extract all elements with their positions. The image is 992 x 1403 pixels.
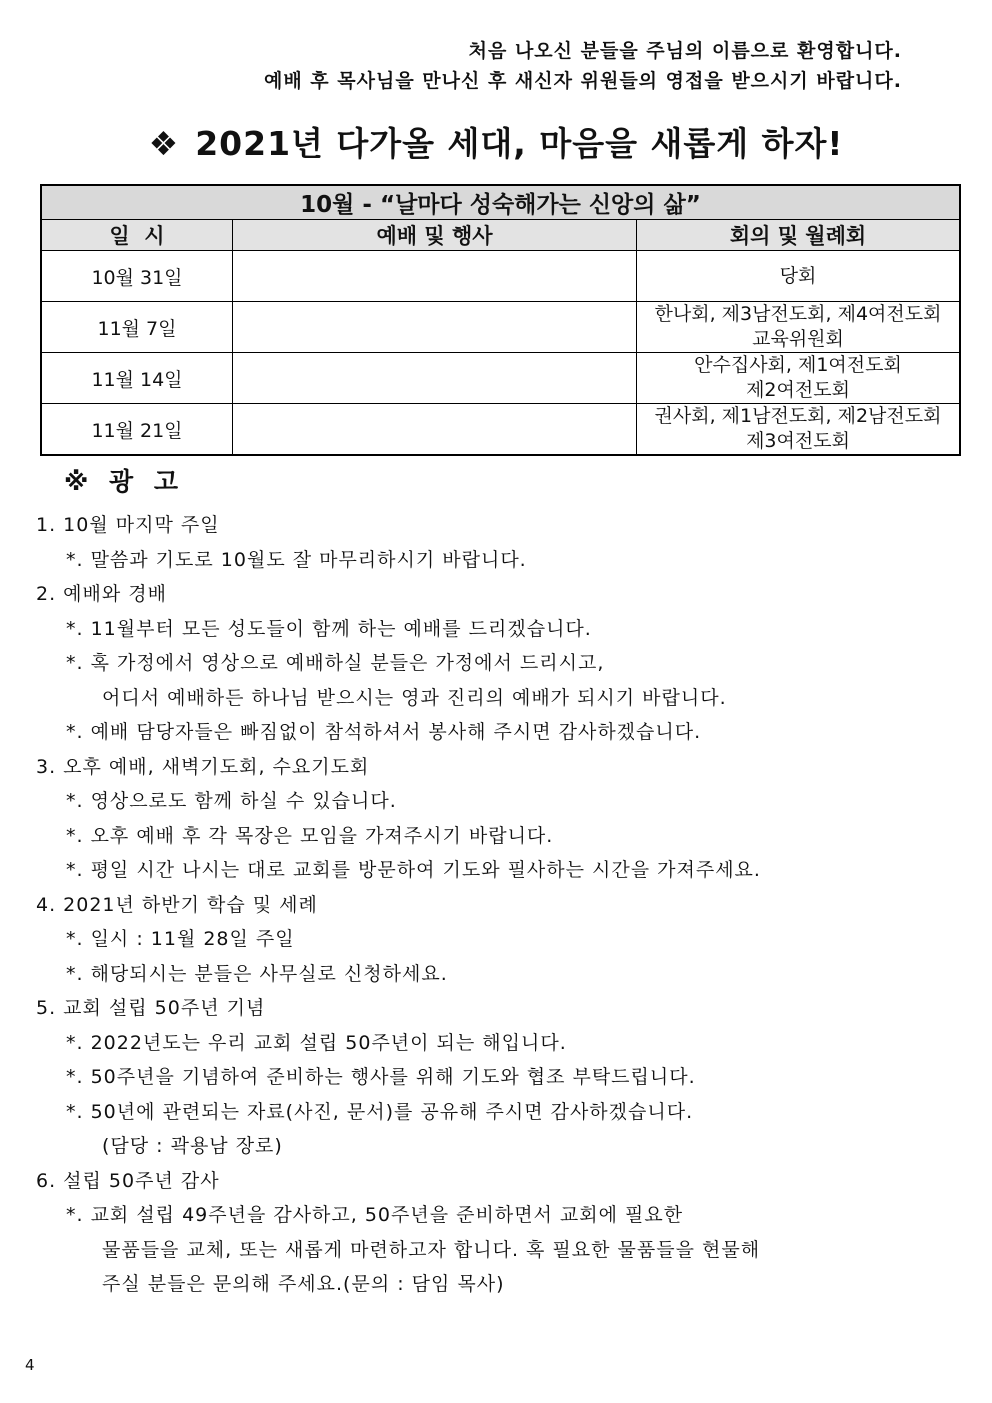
page-title xyxy=(0,118,992,165)
table-row xyxy=(41,251,960,302)
row-meetings-line-2: 제3여전도회 xyxy=(746,430,850,452)
announcement-line: 어디서 예배하든 하나님 받으시는 영과 진리의 예배가 되시기 바랍니다. xyxy=(102,686,727,709)
announcement-line: (담당 : 곽용남 장로) xyxy=(102,1135,283,1157)
row-meetings-line-1: 당회 xyxy=(779,264,817,287)
row-date: 10월 31일 xyxy=(41,251,233,302)
schedule-table xyxy=(40,184,961,456)
welcome-line-2: 예배 후 목사님을 만나신 후 새신자 위원들의 영접을 받으시기 바랍니다. xyxy=(263,70,902,92)
table-row xyxy=(41,404,960,456)
announcement-line: *. 해당되시는 분들은 사무실로 신청하세요. xyxy=(66,962,448,985)
row-events xyxy=(233,404,637,456)
row-meetings-line-1: 한나회, 제3남전도회, 제4여전도회 xyxy=(654,303,942,325)
row-meetings-line-2: 교육위원회 xyxy=(752,328,844,350)
row-meetings-line-2: 제2여전도회 xyxy=(746,379,850,401)
row-events xyxy=(233,251,637,302)
table-row xyxy=(41,353,960,404)
announcement-line: *. 말씀과 기도로 10월도 잘 마무리하시기 바랍니다. xyxy=(66,548,527,571)
row-date: 11월 14일 xyxy=(41,353,233,404)
announcement-title: 4. 2021년 하반기 학습 및 세례 xyxy=(36,893,318,916)
announcement-title: 3. 오후 예배, 새벽기도회, 수요기도회 xyxy=(36,755,370,778)
announcement-line: 주실 분들은 문의해 주세요.(문의 : 담임 목사) xyxy=(102,1273,505,1295)
announcement-line: 물품들을 교체, 또는 새롭게 마련하고자 합니다. 혹 필요한 물품들을 현물해 xyxy=(102,1238,761,1261)
welcome-line-1: 처음 나오신 분들을 주님의 이름으로 환영합니다. xyxy=(468,40,902,62)
announcement-line: *. 50주년을 기념하여 준비하는 행사를 위해 기도와 협조 부탁드립니다. xyxy=(66,1066,696,1088)
announcement-line: *. 영상으로도 함께 하실 수 있습니다. xyxy=(66,790,397,812)
column-header-date: 일 시 xyxy=(41,220,233,251)
announcement-line: *. 예배 담당자들은 빠짐없이 참석하셔서 봉사해 주시면 감사하겠습니다. xyxy=(66,721,702,743)
page-title-text: 2021년 다가올 세대, 마음을 새롭게 하자! xyxy=(195,124,844,163)
announcement-line: *. 오후 예배 후 각 목장은 모임을 가져주시기 바랍니다. xyxy=(66,824,554,847)
row-meetings-line-1: 권사회, 제1남전도회, 제2남전도회 xyxy=(654,405,942,427)
announcement-line: *. 평일 시간 나시는 대로 교회를 방문하여 기도와 필사하는 시간을 가져주세요. xyxy=(66,859,761,881)
welcome-message xyxy=(264,36,902,96)
row-date: 11월 21일 xyxy=(41,404,233,456)
row-meetings xyxy=(637,251,961,302)
column-header-meetings: 회의 및 월례회 xyxy=(637,220,961,251)
announcements-list xyxy=(36,508,956,1302)
announcements-heading: ※ 광 고 xyxy=(64,467,185,496)
row-meetings-line-1: 안수집사회, 제1여전도회 xyxy=(694,354,902,376)
announcement-line: *. 혹 가정에서 영상으로 예배하실 분들은 가정에서 드리시고, xyxy=(66,652,605,674)
announcement-title: 5. 교회 설립 50주년 기념 xyxy=(36,997,266,1019)
announcement-line: *. 50년에 관련되는 자료(사진, 문서)를 공유해 주시면 감사하겠습니다. xyxy=(66,1100,694,1123)
column-header-events: 예배 및 행사 xyxy=(233,220,637,251)
row-events xyxy=(233,353,637,404)
table-row xyxy=(41,302,960,353)
row-meetings xyxy=(637,404,961,456)
row-meetings xyxy=(637,353,961,404)
announcement-title: 1. 10월 마지막 주일 xyxy=(36,514,220,536)
row-date: 11월 7일 xyxy=(41,302,233,353)
row-events xyxy=(233,302,637,353)
announcement-title: 2. 예배와 경배 xyxy=(36,583,167,605)
row-meetings xyxy=(637,302,961,353)
page-number: 4 xyxy=(25,1356,35,1374)
announcement-title: 6. 설립 50주년 감사 xyxy=(36,1169,220,1192)
diamond-bullet-icon: ❖ xyxy=(148,124,180,163)
schedule-heading: 10월 - “날마다 성숙해가는 신앙의 삶” xyxy=(41,185,960,220)
announcement-line: *. 2022년도는 우리 교회 설립 50주년이 되는 해입니다. xyxy=(66,1031,567,1054)
announcement-line: *. 일시 : 11월 28일 주일 xyxy=(66,928,295,950)
announcement-line: *. 11월부터 모든 성도들이 함께 하는 예배를 드리겠습니다. xyxy=(66,617,592,640)
announcement-line: *. 교회 설립 49주년을 감사하고, 50주년을 준비하면서 교회에 필요한 xyxy=(66,1204,684,1226)
